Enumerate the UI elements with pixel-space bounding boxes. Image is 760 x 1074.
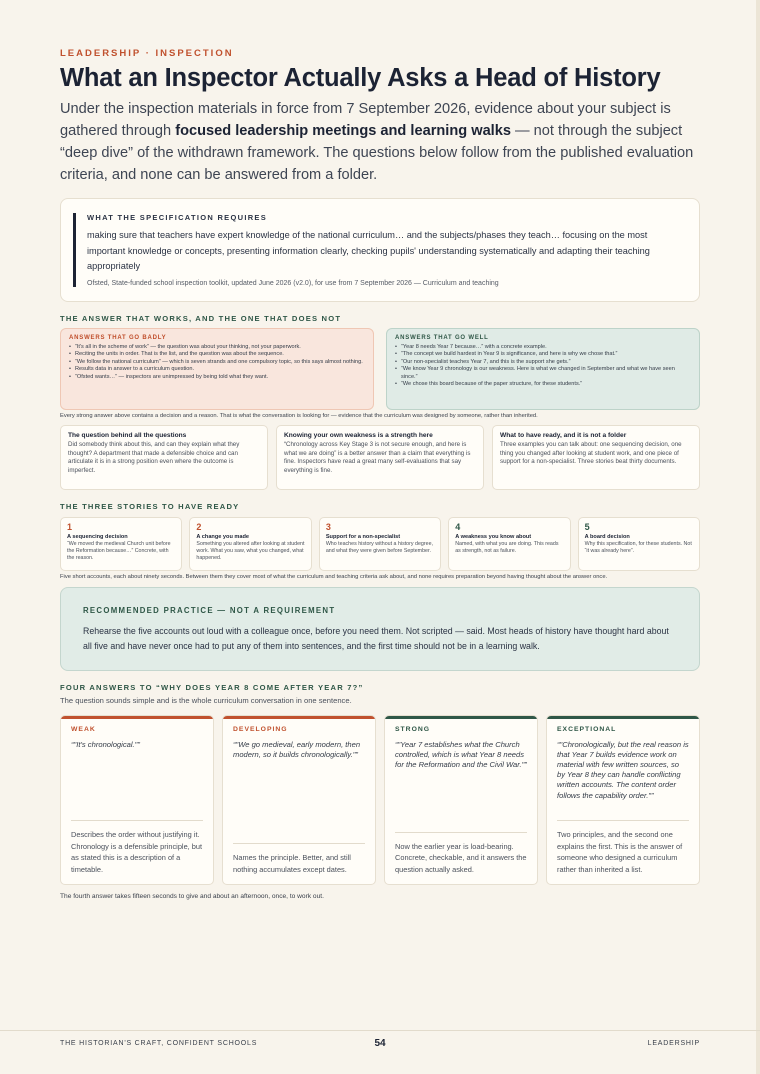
card-weakness [276,425,484,490]
list-item: • “We chose this board because of the paper structure, for these students.” [395,381,691,389]
story-body: Something you altered after looking at student work. What you saw, what you changed, what happened. [196,541,305,561]
answer-level: DEVELOPING [233,725,288,733]
answers-well-list [395,344,691,390]
card-body: Did somebody think about this, and can they explain what they thought? A department that made a defensible choice and can articulate it is in a strong position even where the outcome is imperfect. [68,441,240,474]
page-content [60,48,700,900]
story-title: A board decision [584,534,630,540]
answer-verdict: Describes the order without justifying it. Chronology is a defensible principle, but as stated this is a description of a timetable. [71,820,203,875]
list-item: • “Our non-specialist teaches Year 7, and this is the support she gets.” [395,359,691,367]
stories-row [60,517,700,571]
answer-verdict: Two principles, and the second one explains the first. This is the answer of someone who designed a curriculum rather than inherited a list. [557,820,689,875]
story-number: 2 [196,522,202,532]
card-title: The question behind all the questions [68,432,187,439]
recommended-body: Rehearse the five accounts out loud with a colleague once, before you need them. Not scripted — said. Most heads of history have thought hard about all five and have never once had to put any of them into sentences, and the first time should not be in a learning walk. [83,625,669,651]
story-card [60,517,182,571]
answer-card-strong [384,715,538,885]
card-accent-bar [223,716,375,719]
stories-note: Five short accounts, each about ninety seconds. Between them they cover most of what the curriculum and teaching criteria ask about, and none requires preparation beyond having thought about the answer once. [60,574,608,580]
lede [60,98,700,186]
card-title: Knowing your own weakness is a strength here [284,432,433,439]
answer-level: EXCEPTIONAL [557,725,617,733]
story-number: 5 [584,522,590,532]
list-item: • “We follow the national curriculum” — which is seven strands and one compulsory topic, so this says almost nothing. [69,359,365,367]
card-title: What to have ready, and it is not a folder [500,432,627,439]
card-body: “Chronology across Key Stage 3 is not secure enough, and here is what we are doing” is a better answer than a claim that everything is fine. Inspectors have read a great many self-evaluations that say everything is fine. [284,441,471,474]
list-item: • “Ofsted wants…” — inspectors are unimpressed by being told what they want. [69,374,365,382]
answer-card-developing [222,715,376,885]
card-body: Three examples you can talk about: one sequencing decision, one thing you changed after looking at student work, and one piece of support for a non-specialist. Three stories beat thirty documents. [500,441,682,466]
answer-card-weak [60,715,214,885]
answer-verdict: Now the earlier year is load-bearing. Concrete, checkable, and it answers the question actually asked. [395,832,527,876]
answers-note: Every strong answer above contains a decision and a reason. That is what the conversation is looking for — evidence that the curriculum was designed by someone, rather than inherited. [60,412,538,419]
four-answers-closing: The fourth answer takes fifteen seconds to give and about an afternoon, once, to work out. [60,892,324,900]
card-accent-bar [385,716,537,719]
answer-quote: “"We go medieval, early modern, then modern, so it builds chronologically."” [233,739,361,759]
list-item: • Results data in answer to a curriculum question. [69,366,365,374]
spec-quote: making sure that teachers have expert knowledge of the national curriculum… and the subjects/phases they teach… focusing on the most important knowledge or concepts, presenting information clearly, checking pupils' understanding systematically and adapting their teaching appropriately [87,230,650,271]
eyebrow: LEADERSHIP · INSPECTION [60,48,234,59]
list-item: • “Year 8 needs Year 7 because…” with a concrete example. [395,344,691,352]
answers-badly-list [69,344,365,382]
answer-level: STRONG [395,725,431,733]
lede-bold: focused leadership meetings and learning walks [175,123,511,139]
page-edge [756,0,760,1074]
answer-level: WEAK [71,725,96,733]
story-title: A weakness you know about [455,534,532,540]
recommended-heading: RECOMMENDED PRACTICE — NOT A REQUIREMENT [83,605,336,615]
answers-well-box [386,328,700,410]
footer-section: LEADERSHIP [647,1040,700,1047]
footer-rule [0,1030,760,1031]
card-accent-bar [547,716,699,719]
card-have-ready [492,425,700,490]
story-card [578,517,700,571]
answer-quote: “"Year 7 establishes what the Church controlled, which is what Year 8 needs for the Reformation and the Civil War."” [395,739,527,769]
answer-card-exceptional [546,715,700,885]
card-accent-bar [61,716,213,719]
footer-book-title: THE HISTORIAN'S CRAFT, CONFIDENT SCHOOLS [60,1040,258,1047]
lede-part1: Under the inspection materials in force from 7 September 2026, evidence about your subject is gathered through [60,101,671,139]
story-title: A change you made [196,534,250,540]
answers-badly-box [60,328,374,410]
story-title: Support for a non-specialist [325,534,401,540]
recommended-practice-box [60,587,700,671]
story-number: 4 [455,522,461,532]
story-body: Who teaches history without a history degree, and what they were given before September. [325,541,433,554]
story-card [319,517,441,571]
four-answers-subheading: The question sounds simple and is the whole curriculum conversation in one sentence. [60,695,352,705]
four-answers-heading: FOUR ANSWERS TO “WHY DOES YEAR 8 COME AFTER YEAR 7?” [60,682,364,692]
spec-citation: Ofsted, State-funded school inspection toolkit, updated June 2026 (v2.0), for use from 7 September 2026 — Curriculum and teaching [87,279,499,287]
story-body: Named, with what you are doing. This reads as strength, not as failure. [455,541,559,554]
story-number: 3 [325,522,331,532]
list-item: • “We know Year 9 chronology is our weakness. Here is what we changed in September and what we have seen since.” [395,366,691,381]
story-title: A sequencing decision [67,534,128,540]
answer-quote: “"It's chronological."” [71,739,140,749]
answer-verdict: Names the principle. Better, and still nothing accumulates except dates. [233,843,365,875]
lede-part2: — not through the subject “deep dive” of the withdrawn framework. The questions below follow from the published evaluation criteria, and none can be answered from a folder. [60,123,694,183]
answers-heading: THE ANSWER THAT WORKS, AND THE ONE THAT DOES NOT [60,313,342,323]
story-number: 1 [67,522,73,532]
stories-heading: THE THREE STORIES TO HAVE READY [60,502,240,511]
story-card [448,517,570,571]
three-cards [60,425,700,490]
page-title: What an Inspector Actually Asks a Head of History [60,64,661,92]
answers-badly-heading: ANSWERS THAT GO BADLY [69,334,167,341]
story-card [189,517,311,571]
story-body: Why this specification, for these students. Not “it was already here”. [584,541,692,554]
list-item: • “The concept we build hardest in Year 9 is significance, and here is why we chose that.” [395,351,691,359]
four-answers-row [60,715,700,885]
answers-row [60,328,700,410]
story-body: “We moved the medieval Church unit before the Reformation because…” Concrete, with the reason. [67,541,171,561]
answers-well-heading: ANSWERS THAT GO WELL [395,334,489,341]
card-question-behind [60,425,268,490]
answer-quote: “"Chronologically, but the real reason is that Year 7 builds evidence work on material with few written sources, so by Year 8 they can handle conflicting written accounts. The content order follows the capability order."” [557,739,689,800]
spec-box [60,198,700,302]
page-number: 54 [374,1038,386,1049]
list-item: • “It's all in the scheme of work” — the question was about your thinking, not your paperwork. [69,344,365,352]
list-item: • Reciting the units in order. That is the list, and the question was about the sequence. [69,351,365,359]
spec-heading: WHAT THE SPECIFICATION REQUIRES [87,213,268,222]
